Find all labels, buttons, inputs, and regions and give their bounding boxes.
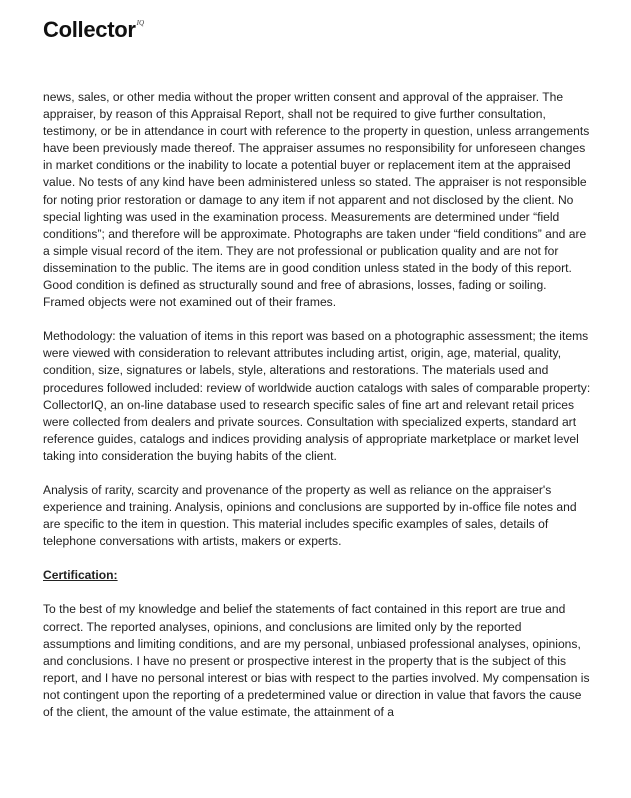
logo-wordmark: Collector (43, 17, 136, 42)
logo-superscript: IQ (136, 19, 145, 27)
collectoriq-logo (43, 16, 144, 44)
certification-paragraph: To the best of my knowledge and belief the statements of fact contained in this report are true and correct. The reported analyses, opinions, and conclusions are limited only by the reported assumptions and limiting conditions, and are my personal, unbiased professional analyses, opinions, and conclusions. I have no present or prospective interest in the property that is the subject of this report, and I have no personal interest or bias with respect to the parties involved. My compensation is not contingent upon the reporting of a predetermined value or direction in value that favors the cause of the client, the amount of the value estimate, the attainment of a (43, 602, 590, 719)
methodology-paragraph: Methodology: the valuation of items in this report was based on a photographic assessment; the items were viewed with consideration to relevant attributes including artist, origin, age, material, quality, condition, size, signatures or labels, style, alterations and restorations. The materials used and procedures followed included: review of worldwide auction catalogs with sales of comparable property: CollectorIQ, an on-line database used to research specific sales of fine art and relevant retail prices were collected from dealers and private sources. Consultation with specialized experts, standard art reference guides, catalogs and indices providing analysis of appropriate marketplace or market level taking into consideration the buying habits of the client. (43, 329, 591, 463)
report-body (43, 89, 591, 738)
analysis-paragraph: Analysis of rarity, scarcity and provenance of the property as well as reliance on the appraiser's experience and training. Analysis, opinions and conclusions are supported by in-office file notes and are specific to the item in question. This material includes specific examples of sales, details of telephone conversations with artists, makers or experts. (43, 482, 577, 549)
certification-heading: Certification: (43, 568, 118, 583)
limiting-conditions-paragraph: news, sales, or other media without the proper written consent and approval of the appraiser. The appraiser, by reason of this Appraisal Report, shall not be required to give further consultation, testimony, or be in attendance in court with reference to the property in question, unless arrangements have been previously made thereof. The appraiser assumes no responsibility for unforeseen changes in market conditions or the inability to locate a potential buyer or replacement item at the appraised value. No tests of any kind have been administered unless so stated. The appraiser is not responsible for noting prior restoration or damage to any item if not apparent and not disclosed by the client. No special lighting was used in the examination process. Measurements are determined under “field conditions”; and therefore will be approximate. Photographs are taken under “field conditions” and are a simple visual record of the item. They are not professional or publication quality and are not for dissemination to the public. The items are in good condition unless stated in the body of this report. Good condition is defined as structurally sound and free of abrasions, losses, fading or soiling. Framed objects were not examined out of their frames. (43, 90, 590, 310)
